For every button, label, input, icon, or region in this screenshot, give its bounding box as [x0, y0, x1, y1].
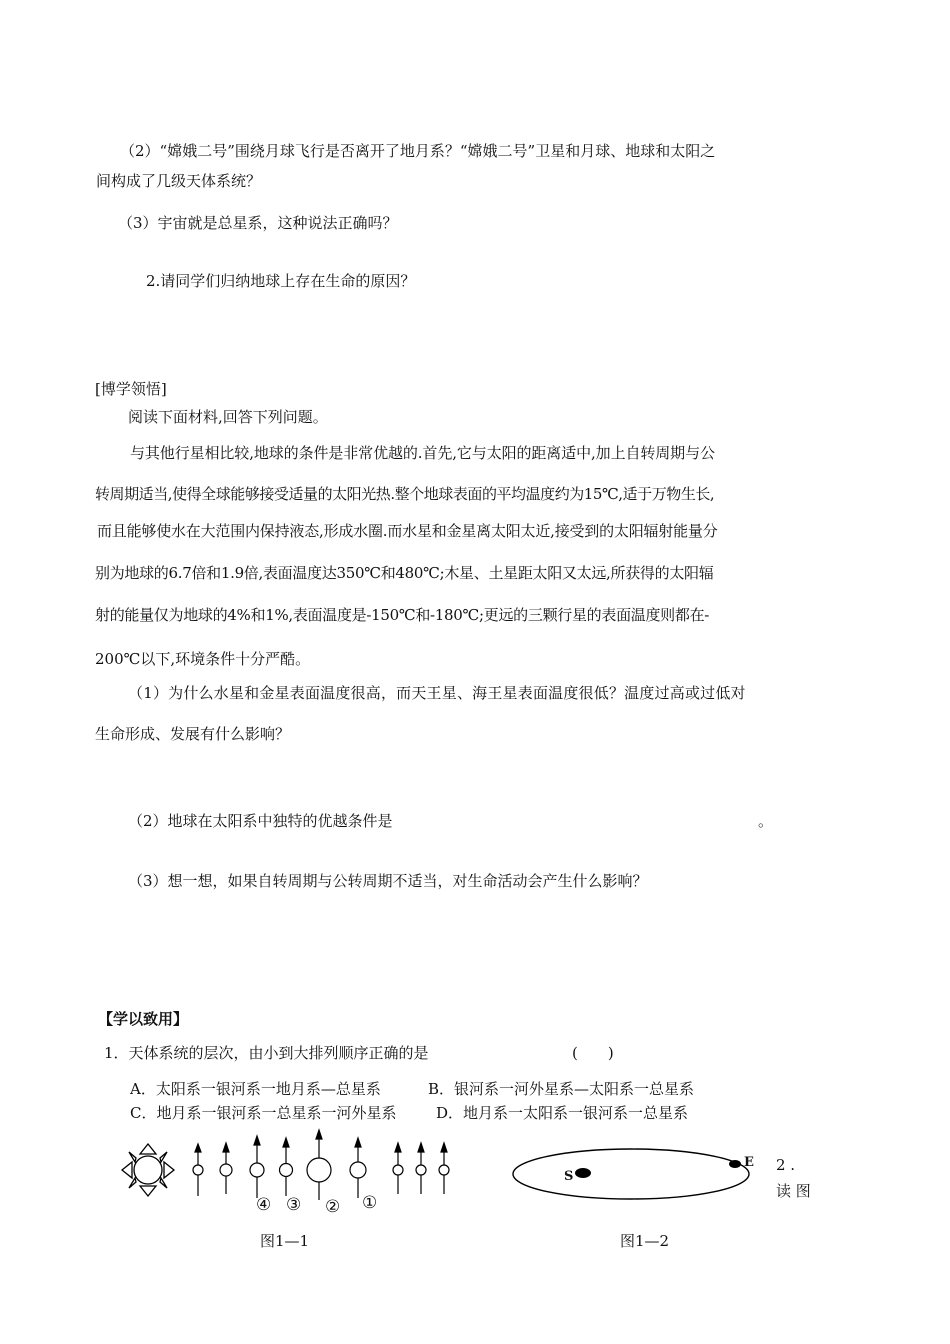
- planet-marker-1: ①: [362, 1193, 378, 1213]
- question-life: 2.请同学们归纳地球上存在生命的原因？: [146, 272, 416, 290]
- planet-marker-4: ④: [256, 1195, 272, 1215]
- reading-question-2-end: 。: [758, 812, 774, 830]
- practice-question-1: 1．天体系统的层次，由小到大排列顺序正确的是: [104, 1044, 429, 1062]
- question-2-line-1: （2）“嫦娥二号”围绕月球飞行是否离开了地月系？“嫦娥二号”卫星和月球、地球和太阳之: [120, 142, 716, 160]
- practice-question-2-number: 2 .: [776, 1156, 796, 1174]
- reading-paragraph-line-6: 200℃以下,环境条件十分严酷。: [95, 650, 311, 668]
- practice-question-2-text: 读 图: [776, 1182, 811, 1200]
- reading-question-1-line-1: （1）为什么水星和金星表面温度很高，而天王星、海王星表面温度很低？温度过高或过低对: [128, 684, 746, 702]
- reading-question-3: （3）想一想，如果自转周期与公转周期不适当，对生命活动会产生什么影响？: [128, 872, 648, 890]
- earth-dot: [729, 1160, 741, 1168]
- label-s: S: [564, 1169, 574, 1184]
- figure-1-2-caption: 图1—2: [620, 1232, 670, 1250]
- label-e: E: [744, 1155, 754, 1170]
- reading-paragraph-line-3: 而且能够使水在大范围内保持液态,形成水圈.而水星和金星离太阳太近,接受到的太阳辐射能量分: [97, 522, 718, 540]
- figure-1-1-caption: 图1—1: [260, 1232, 310, 1250]
- reading-paragraph-line-2: 转周期适当,使得全球能够接受适量的太阳光热.整个地球表面的平均温度约为15℃,适于万物生长,: [95, 485, 715, 503]
- reading-paragraph-line-1: 与其他行星相比较,地球的条件是非常优越的.首先,它与太阳的距离适中,加上自转周期与公: [130, 444, 715, 462]
- option-c: C．地月系一银河系一总星系一河外星系: [130, 1104, 397, 1122]
- sun-icon: [122, 1144, 174, 1196]
- reading-intro: 阅读下面材料,回答下列问题。: [128, 408, 328, 426]
- question-2-line-2: 间构成了几级天体系统？: [96, 172, 262, 190]
- answer-parenthesis: ( ): [572, 1044, 614, 1062]
- section-title-reading: [博学领悟]: [95, 380, 167, 398]
- planet-row: [193, 1130, 449, 1200]
- figure-1-2-diagram: [508, 1146, 758, 1206]
- option-d: D．地月系一太阳系一银河系一总星系: [436, 1104, 689, 1122]
- planet-marker-3: ③: [286, 1195, 302, 1215]
- reading-question-1-line-2: 生命形成、发展有什么影响？: [95, 725, 291, 743]
- option-b: B．银河系一河外星系—太阳系一总星系: [428, 1080, 695, 1098]
- planet-marker-2: ②: [325, 1197, 341, 1217]
- reading-paragraph-line-5: 射的能量仅为地球的4%和1%,表面温度是-150℃和-180℃;更远的三颗行星的表面温度则都在-: [95, 606, 710, 624]
- option-a: A．太阳系一银河系一地月系—总星系: [130, 1080, 381, 1098]
- question-3: （3）宇宙就是总星系，这种说法正确吗？: [118, 214, 398, 232]
- sun-dot: [575, 1168, 591, 1178]
- orbit-ellipse: [513, 1149, 749, 1199]
- reading-question-2: （2）地球在太阳系中独特的优越条件是: [128, 812, 393, 830]
- reading-paragraph-line-4: 别为地球的6.7倍和1.9倍,表面温度达350℃和480℃;木星、土星距太阳又太远,所获得的太阳辐: [95, 564, 714, 582]
- section-title-practice: 【学以致用】: [98, 1010, 189, 1028]
